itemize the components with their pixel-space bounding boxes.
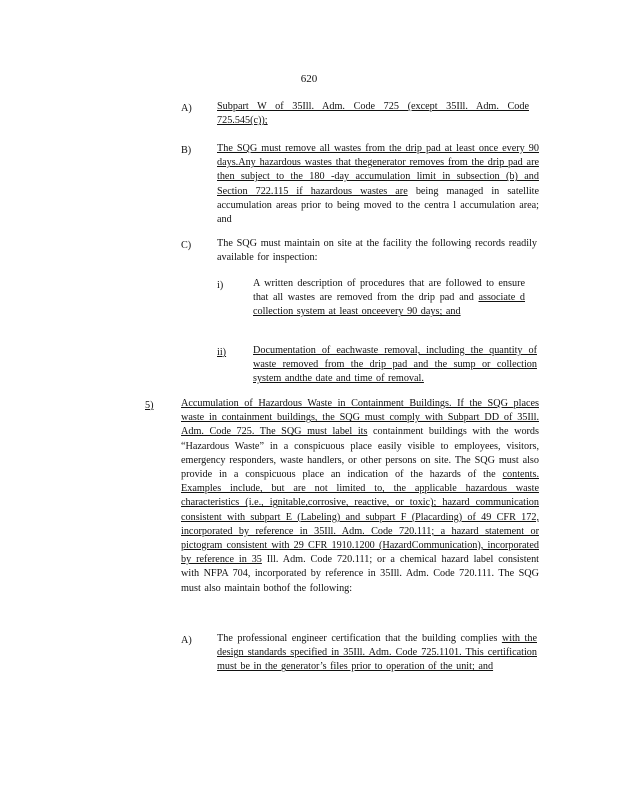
underlined-text: contents. Examples include, but are not limited to, the applicable hazardous waste characteristics (i.e., ignitable,corrosive, reactive, or toxic); hazard communication consistent with subpart E (Labeling) and subpart F (Placarding) of 49 CFR 172, incorporated by reference in 35Ill. Adm. Code 720.111; a hazard statement or pictogram consistent with 29 CFR 1910.1200 (HazardCommunication), incorporated by reference in 35 <box>181 469 540 566</box>
plain-text: Ill. Adm. Code 720.111; or a chemical hazard label consistent with NFPA 704, incorporated by reference in 35Ill. Adm. Code 720.111. The SQG must also maintain bothof the following: <box>181 554 540 594</box>
underlined-text: with the design standards specified in 35Ill. Adm. Code 725.1101. This certification must be in the generator’s files prior to operation of the unit; and <box>217 633 537 673</box>
plain-text: containment buildings with the words “Hazardous Waste” in a conspicuous place easily visible to employees, visitors, emergency responders, waste handlers, or other persons on site. The SQG must also provide in a conspicuous place an indication of the hazards of the <box>181 426 539 481</box>
plain-text: The professional engineer certification that the building complies <box>217 633 498 644</box>
item-text <box>217 142 539 227</box>
item-text <box>181 397 539 596</box>
item-label: ii) <box>217 347 227 358</box>
underlined-text: The SQG must remove all wastes from the drip pad at least once every 90 days.Any hazardous wastes that thegenerator removes from the drip pad are then subject to the 180 -day accumulation limit in subsection (b) and Section 722.115 if hazardous wastes are <box>217 143 539 197</box>
item-label: 5) <box>145 400 154 411</box>
item-text: The SQG must maintain on site at the facility the following records readily available for inspection: <box>217 238 537 264</box>
item-label: i) <box>217 280 224 291</box>
plain-text: being managed in satellite accumulation areas prior to being moved to the centra l accumulation area; and <box>217 185 540 226</box>
item-label: A) <box>181 635 192 646</box>
item-label: A) <box>181 103 192 114</box>
item-label: C) <box>181 240 192 251</box>
item-text: Subpart W of 35Ill. Adm. Code 725 (except 35Ill. Adm. Code 725.545(c)); <box>217 101 529 127</box>
underlined-text: Accumulation of Hazardous Waste in Containment Buildings. If the SQG places waste in containment buildings, the SQG must comply with Subpart DD of 35Ill. Adm. Code 725. The SQG must label its <box>181 398 539 438</box>
item-text: Documentation of eachwaste removal, including the quantity of waste removed from the drip pad and the sump or collection system andthe date and time of removal. <box>253 345 537 385</box>
plain-text: A written description of procedures that are followed to ensure that all wastes are removed from the drip pad and <box>253 278 525 304</box>
item-text <box>217 632 537 675</box>
page-number: 620 <box>300 73 318 85</box>
underlined-text: associate d collection system at least onceevery 90 days; and <box>253 292 526 318</box>
item-text <box>253 277 525 320</box>
item-label: B) <box>181 145 192 156</box>
